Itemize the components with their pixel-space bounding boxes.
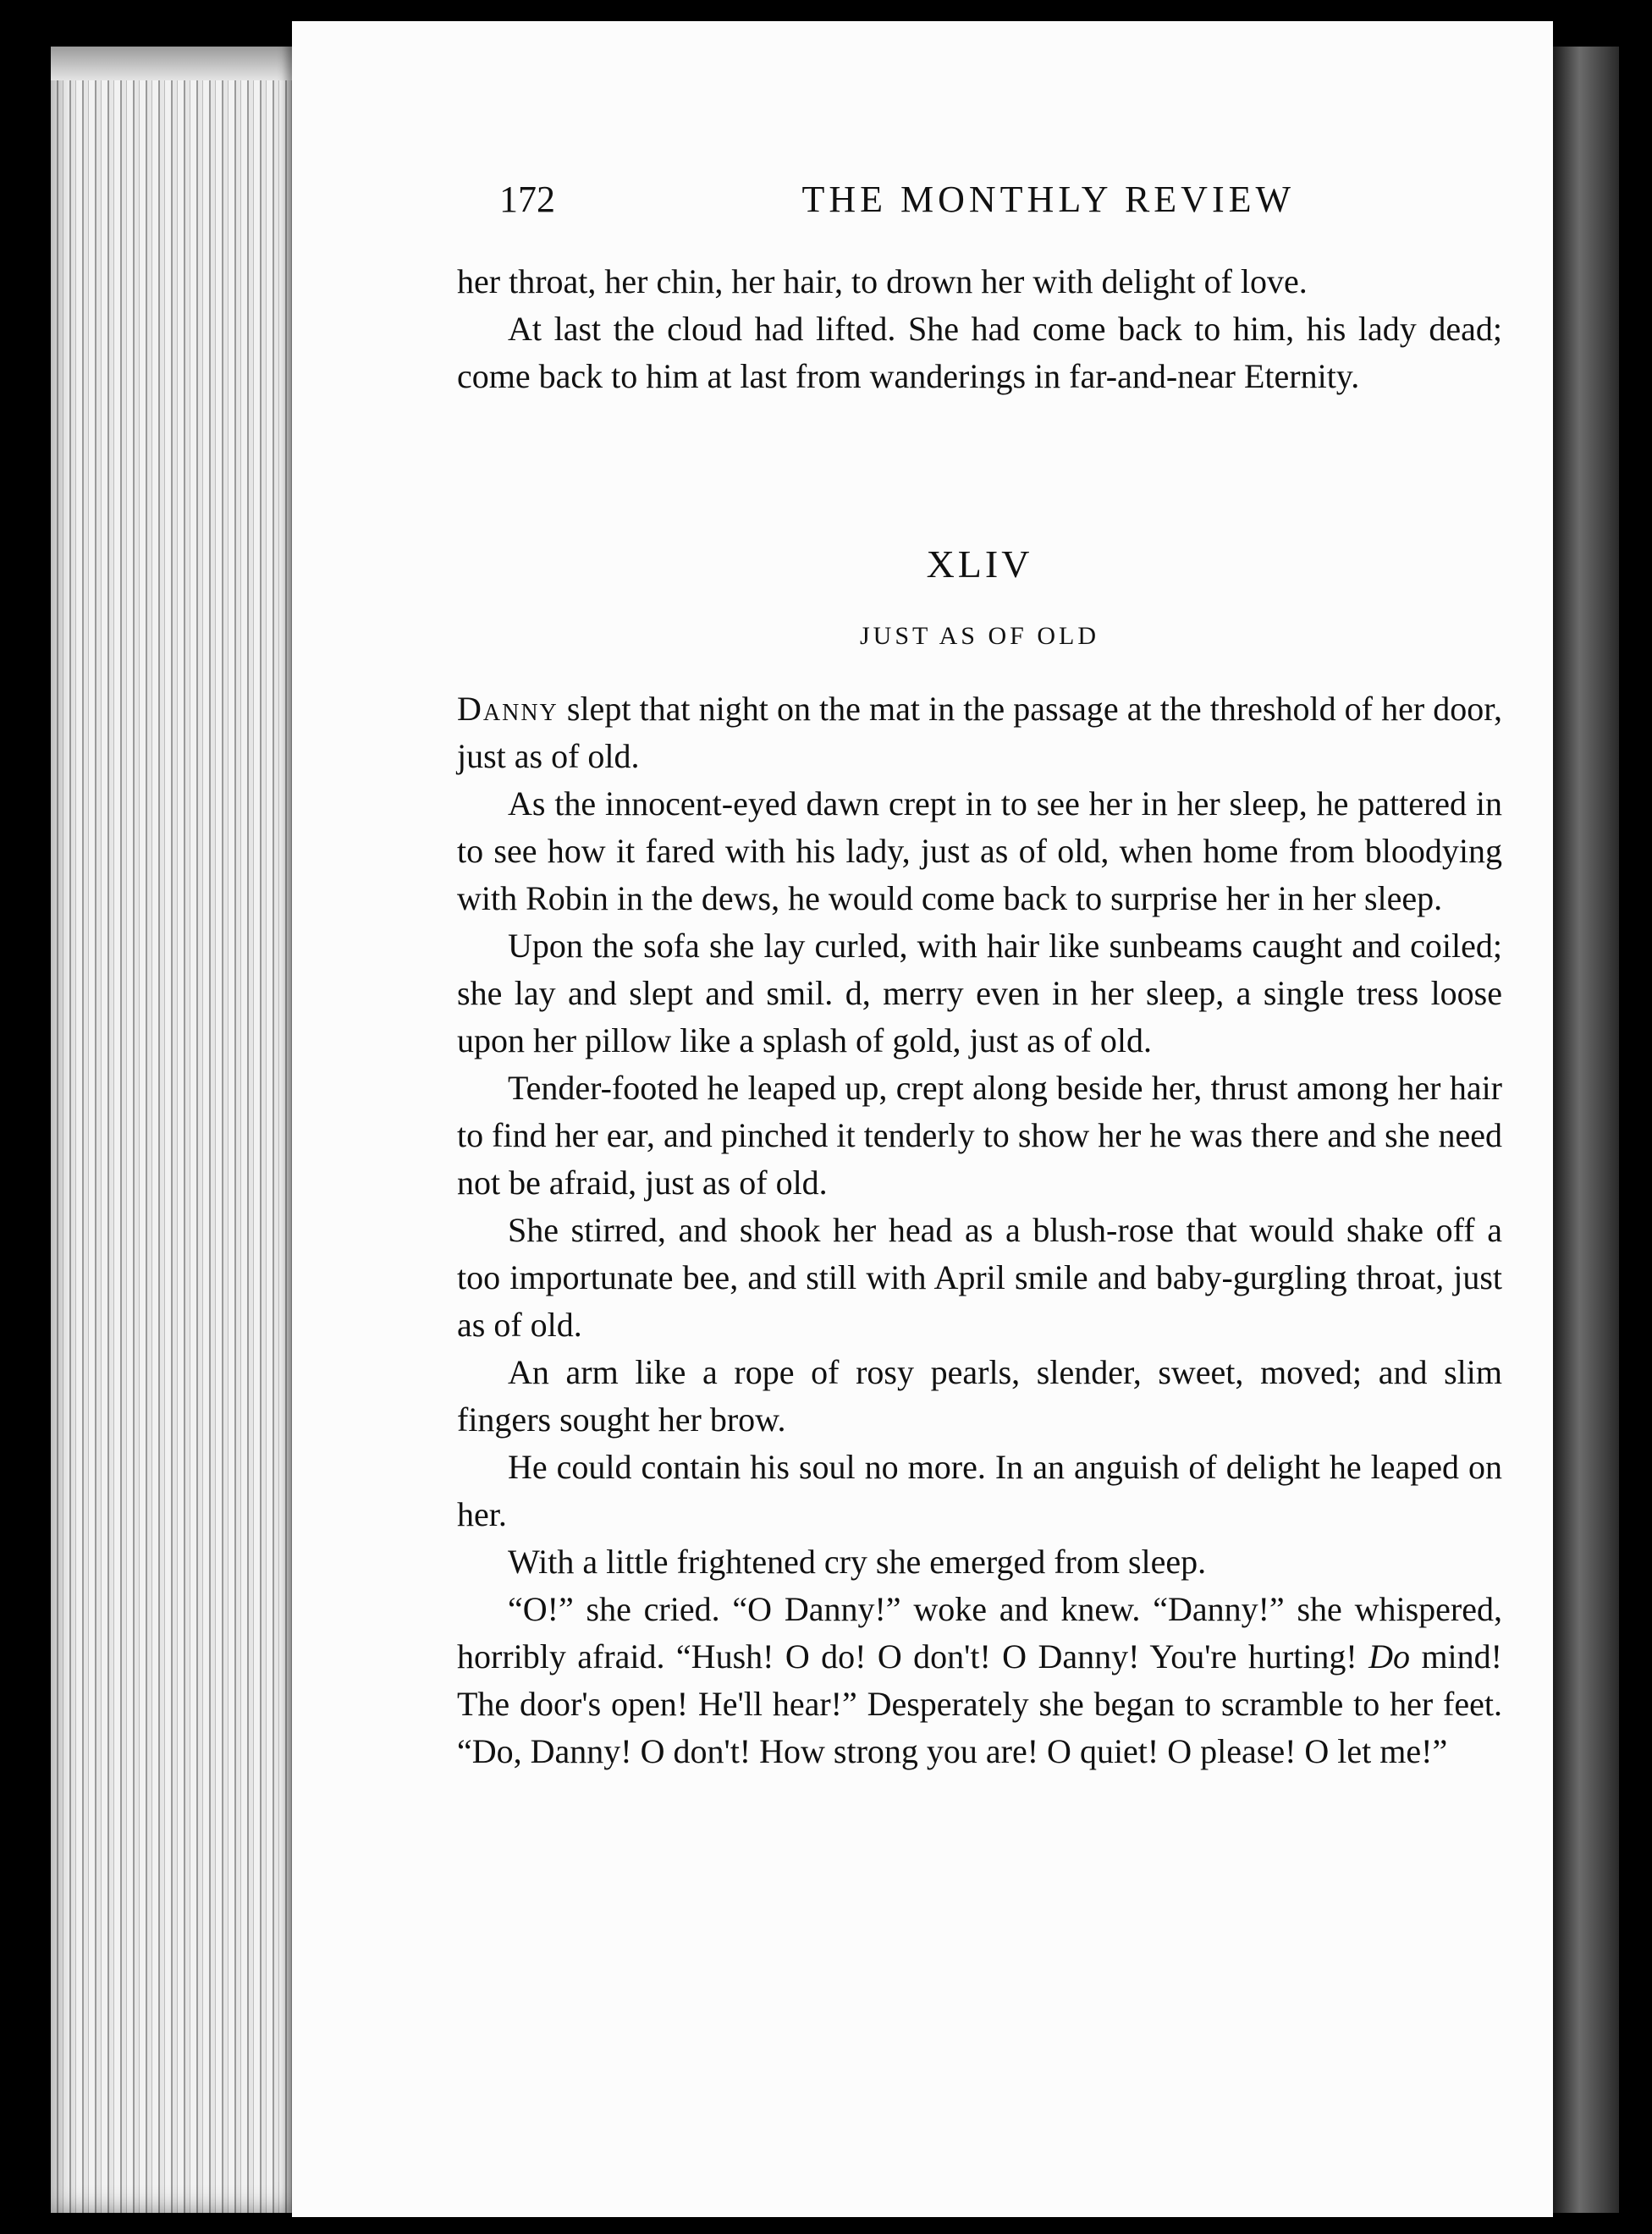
paragraph: Upon the sofa she lay curled, with hair like sunbeams caught and coiled; she lay and slept and smil. d, merry even in her sleep, a single tress loose upon her pillow like a splash of gold, just as of old. <box>457 927 1502 1059</box>
paragraph-text: slept that night on the mat in the passage at the threshold of her door, just as of old. <box>457 690 1502 775</box>
running-head <box>499 178 1295 228</box>
paragraph: An arm like a rope of rosy pearls, slender, sweet, moved; and slim fingers sought her brow. <box>457 1353 1502 1439</box>
page-edges <box>51 47 305 2213</box>
italic-word: Do <box>1368 1637 1411 1676</box>
paragraph: He could contain his soul no more. In an anguish of delight he leaped on her. <box>457 1448 1502 1533</box>
journal-title: THE MONTHLY REVIEW <box>801 179 1295 220</box>
page-number: 172 <box>499 179 555 220</box>
chapter-body <box>457 685 1502 1775</box>
paragraph: At last the cloud had lifted. She had come back to him, his lady dead; come back to him at last from wanderings in far-and-near Eternity. <box>457 310 1502 395</box>
paragraph <box>457 1586 1502 1775</box>
paragraph: Tender-footed he leaped up, crept along beside her, thrust among her hair to find her ear, and pinched it tenderly to show her he was there and she need not be afraid, just as of old. <box>457 1069 1502 1202</box>
paragraph-text: “O!” she cried. “O Danny!” woke and knew. “Danny!” she whispered, horribly afraid. “Hush! O do! O don't! O Danny! You're hurting! <box>457 1590 1502 1676</box>
drop-word: Danny <box>457 690 559 728</box>
paragraph: With a little frightened cry she emerged from sleep. <box>508 1543 1207 1581</box>
paragraph: She stirred, and shook her head as a blush-rose that would shake off a too importunate bee, and still with April smile and baby-gurgling throat, just as of old. <box>457 1211 1502 1344</box>
page-edges-top <box>51 47 305 80</box>
paragraph: As the innocent-eyed dawn crept in to see her in her sleep, he pattered in to see how it fared with his lady, just as of old, when home from bloodying with Robin in the dews, he would come back to surprise her in her sleep. <box>457 784 1502 917</box>
continued-text <box>457 258 1502 400</box>
paragraph-text: mind! The door's open! He'll hear!” Desperately she began to scramble to her feet. “Do, Danny! O don't! How strong you are! O quiet! O please! O let me!” <box>457 1637 1502 1770</box>
book-binding <box>1553 47 1619 2213</box>
paragraph <box>457 685 1502 780</box>
paragraph: her throat, her chin, her hair, to drown her with delight of love. <box>457 262 1308 300</box>
chapter-number: XLIV <box>926 542 1033 586</box>
chapter-title: JUST AS OF OLD <box>859 622 1099 650</box>
